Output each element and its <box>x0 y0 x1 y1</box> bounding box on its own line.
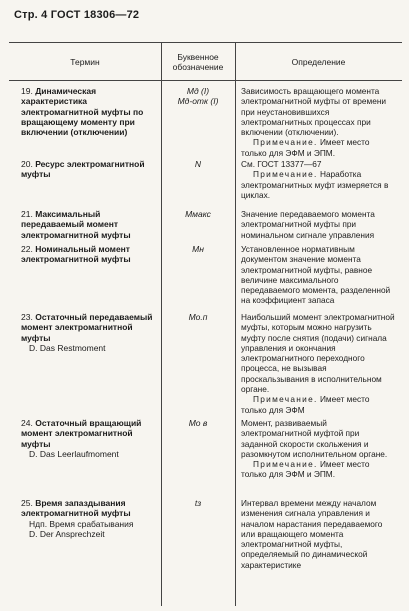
term-cell <box>21 312 159 353</box>
term-name: Максимальный передаваемый момент электромагнитной муфты <box>21 209 131 240</box>
term-number: 20. <box>21 159 33 169</box>
term-number: 23. <box>21 312 33 322</box>
term-name: Номинальный момент электромагнитной муфты <box>21 244 131 265</box>
definition-cell <box>241 86 396 158</box>
term-cell <box>21 418 159 459</box>
term-number: 19. <box>21 86 33 96</box>
term-cell <box>21 244 159 265</box>
designation-cell: Mн <box>192 244 204 254</box>
header-divider <box>9 80 402 81</box>
definition-note <box>241 459 396 480</box>
term-number: 24. <box>21 418 33 428</box>
designation-cell: N <box>194 159 202 169</box>
definition-note <box>241 169 396 200</box>
term-name: Ресурс электромагнитной муфты <box>21 159 145 180</box>
definition-text: Наибольший момент электромагнитной муфты, которым можно нагрузить муфту после снятия (подачи) сигнала управления и окончания электромагнитного переходного процесса, не вызывая проскальзывания в исполнительном органе. <box>241 312 395 395</box>
definition-cell <box>241 418 396 480</box>
term-number: 25. <box>21 498 33 508</box>
column-divider <box>161 43 162 606</box>
term-name: Остаточный вращающий момент электромагнитной муфты <box>21 418 142 449</box>
term-foreign-equivalent: D. Das Leerlaufmoment <box>29 448 119 459</box>
note-text: Имеет место только для ЭФМ и ЭПМ. <box>241 137 370 158</box>
definition-cell: Интервал времени между началом изменения сигнала управления и началом нарастания передаваемого или вращающего момента электромагнитной муфты, определяемый по динамической характеристике <box>241 498 383 570</box>
term-name: Время запаздывания электромагнитной муфты <box>21 498 131 519</box>
definition-cell <box>241 312 396 415</box>
definition-cell <box>241 159 396 200</box>
note-text: Имеет место только для ЭФМ <box>241 394 370 415</box>
term-foreign-equivalent: D. Das Restmoment <box>29 342 106 353</box>
header-term: Термин <box>70 56 100 67</box>
definition-text: Момент, развиваемый электромагнитной муфтой при заданной скорости скольжения и разомкнутом исполнительном органе. <box>241 418 388 459</box>
note-label: Примечание. <box>253 459 318 470</box>
term-number: 21. <box>21 209 33 219</box>
note-text: Наработка электромагнитных муфт измеряется в циклах. <box>241 169 389 200</box>
column-divider <box>235 43 236 606</box>
definition-cell: Установленное нормативным документом значение момента электромагнитной муфты, равное величине максимального передаваемого момента, разделенной на коэффициент запаса <box>241 244 391 306</box>
term-number: 22. <box>21 244 33 254</box>
note-label: Примечание. <box>253 394 318 405</box>
header-definition: Определение <box>291 56 346 67</box>
designation-cell: tз <box>194 498 202 508</box>
designation-cell: Mд (I) Mд-отк (I) <box>177 86 219 107</box>
note-text: Имеет место только для ЭФМ и ЭПМ. <box>241 459 370 480</box>
term-cell <box>21 159 159 180</box>
definition-cell: Значение передаваемого момента электромагнитной муфты при номинальном сигнале управления <box>241 209 375 240</box>
designation-cell: Mмакс <box>185 209 211 219</box>
designation-cell: Mо.п <box>188 312 208 322</box>
terms-table <box>9 42 402 606</box>
term-cell <box>21 209 159 240</box>
header-designation: Буквенное обозначение <box>172 51 224 72</box>
designation-cell: Mо в <box>188 418 208 428</box>
term-cell <box>21 498 159 539</box>
page-header: Стр. 4 ГОСТ 18306—72 <box>14 9 140 21</box>
definition-note <box>241 394 396 415</box>
term-foreign-equivalent: Ндп. Время срабатывания D. Der Ansprechzeit <box>29 518 134 539</box>
note-label: Примечание. <box>253 169 318 180</box>
definition-text: Зависимость вращающего момента электромагнитной муфты от времени при неустановившихся электромагнитных процессах при включении (отключении). <box>241 86 387 138</box>
definition-note <box>241 137 396 158</box>
note-label: Примечание. <box>253 137 318 148</box>
term-cell <box>21 86 159 137</box>
term-name: Остаточный передаваемый момент электромагнитной муфты <box>21 312 153 343</box>
term-name: Динамическая характеристика электромагнитной муфты по вращающему моменту при включении (отключении) <box>21 86 144 138</box>
definition-text: См. ГОСТ 13377—67 <box>241 159 322 169</box>
